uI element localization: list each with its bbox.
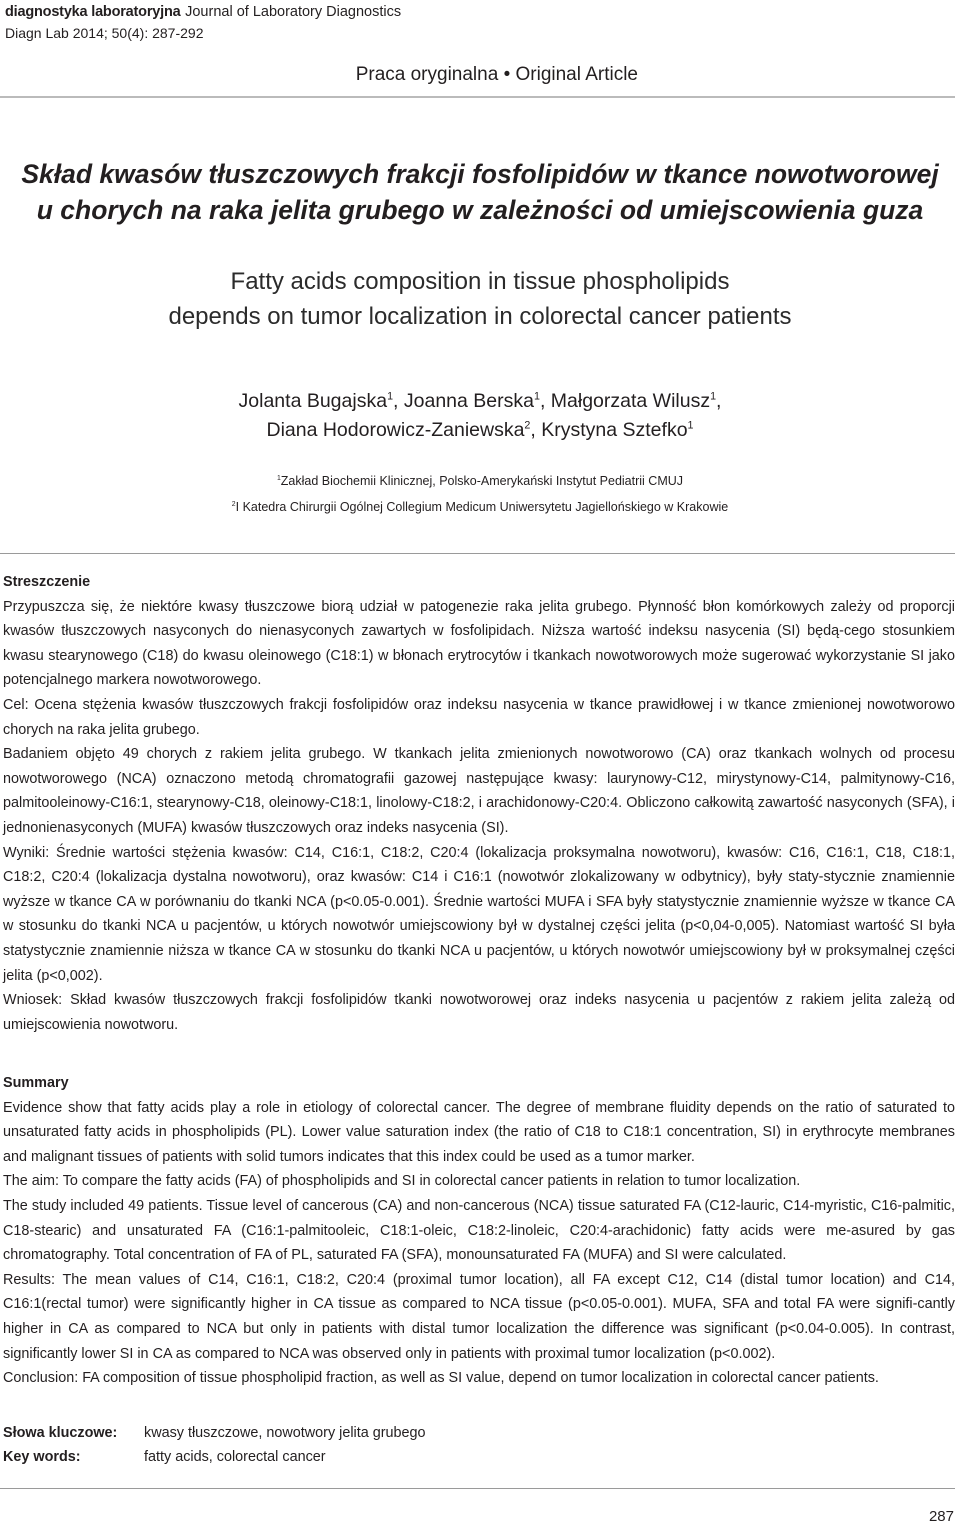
affiliations	[0, 468, 960, 520]
abstract-paragraph: Cel: Ocena stężenia kwasów tłuszczowych frakcji fosfolipidów oraz indeksu nasycenia w tkance prawidłowej i w tkance zmienionej nowotworowo chorych na raka jelita grubego.	[3, 696, 955, 738]
author-name: Krystyna Sztefko	[541, 419, 688, 441]
author-affiliation-mark: 1	[533, 390, 540, 403]
affiliation	[0, 494, 960, 520]
affiliation-text: Zakład Biochemii Klinicznej, Polsko-Amerykański Instytut Pediatrii CMUJ	[280, 474, 684, 488]
author-name: Joanna Berska	[403, 390, 534, 412]
title-polish	[0, 156, 960, 228]
keywords-english-value: fatty acids, colorectal cancer	[144, 1449, 326, 1465]
keywords-polish	[3, 1421, 426, 1445]
author-line-2: Diana Hodorowicz-Zaniewska$^2$, Krystyna Sztefko$^1$	[266, 419, 694, 441]
abstract-paragraph: Przypuszcza się, że niektóre kwasy tłuszczowe biorą udział w patogenezie raka jelita grubego. Płynność błon komórkowych zależy od proporcji kwasów tłuszczowych nasyconych do nienasyconych zawartych w fosfolipidach. Niższa wartość indeksu nasycenia (SI) będą-cego stosunkiem kwasu stearynowego (C18) do kwasu oleinowego (C18:1) w błonach erytrocytów i tkankach nowotworowych może sugerować wykorzystanie SI jako potencjalnego markera nowotworowego.	[3, 598, 955, 689]
title-polish-line-1: Skład kwasów tłuszczowych frakcji fosfolipidów w tkance nowotworowej	[21, 159, 939, 189]
author-name: Małgorzata Wilusz	[550, 390, 711, 412]
journal-title-line	[5, 2, 401, 23]
title-english-line-1: Fatty acids composition in tissue phospholipids	[230, 268, 730, 295]
author-name: Jolanta Bugajska	[238, 390, 388, 412]
affiliation-mark: 1	[276, 474, 281, 482]
journal-name: Journal of Laboratory Diagnostics	[185, 4, 402, 20]
abstract-paragraph: Results: The mean values of C14, C16:1, C18:2, C20:4 (proximal tumor location), all FA except C12, C14 (distal tumor location) and C14, C16:1(rectal tumor) were significantly higher in CA tissue as compared to NCA tissue (p<0.05-0.001). MUFA, SFA and total FA were signifi-cantly higher in CA as compared to NCA but only in patients with distal tumor localization the difference was significant (p<0.04-0.005). In contrast, significantly lower SI in CA as compared to NCA was observed only in patients with proximal tumor localization (p<0.002).	[3, 1271, 955, 1362]
author-line-1: Jolanta Bugajska$^1$, Joanna Berska$^1$, Małgorzata Wilusz$^1$,	[238, 390, 722, 412]
affiliation-text: I Katedra Chirurgii Ogólnej Collegium Medicum Uniwersytetu Jagiellońskiego w Krakowie	[235, 500, 729, 514]
article-type: Praca oryginalna • Original Article	[355, 64, 638, 85]
abstract-paragraph: Wniosek: Skład kwasów tłuszczowych frakcji fosfolipidów tkanki nowotworowej oraz indeks nasycenia u pacjentów z rakiem jelita zależą od umiejscowienia nowotworu.	[3, 992, 955, 1033]
abstract-paragraph: The aim: To compare the fatty acids (FA) of phospholipids and SI in colorectal cancer patients in relation to tumor localization.	[3, 1173, 801, 1190]
author-name: Diana Hodorowicz-Zaniewska	[266, 419, 525, 441]
header-divider	[0, 96, 955, 98]
page-number: 287	[928, 1508, 954, 1525]
affiliation-mark: 2	[231, 500, 236, 508]
abstract-divider	[0, 553, 955, 554]
abstract-english-heading: Summary	[3, 1075, 69, 1091]
author-affiliation-mark: 2	[524, 419, 531, 432]
journal-header	[5, 2, 401, 44]
keywords	[3, 1421, 426, 1469]
affiliation	[0, 468, 960, 494]
author-affiliation-mark: 1	[710, 390, 717, 403]
journal-brand: diagnostyka laboratoryjna	[5, 4, 181, 20]
abstract-paragraph: Conclusion: FA composition of tissue phospholipid fraction, as well as SI value, depend on tumor localization in colorectal cancer patients.	[3, 1370, 879, 1387]
keywords-polish-label: Słowa kluczowe:	[3, 1425, 118, 1441]
title-polish-line-2: u chorych na raka jelita grubego w zależności od umiejscowienia guza	[36, 195, 924, 225]
author-affiliation-mark: 1	[387, 390, 394, 403]
keywords-english-label: Key words:	[3, 1449, 81, 1465]
footer-divider	[0, 1488, 955, 1489]
abstract-paragraph: Wyniki: Średnie wartości stężenia kwasów: C14, C16:1, C18:2, C20:4 (lokalizacja proksymalna nowotworu), kwasów: C16, C16:1, C18, C18:1, C18:2, C20:4 (lokalizacja dystalna nowotworu), oraz kwasów: C14 i C16:1 (nowotwór zlokalizowany w odbytnicy), były staty-stycznie znamiennie wyższe w tkance CA w porównaniu do tkanki NCA (p<0.05-0.001). Średnie wartości MUFA i SFA były statystycznie znamiennie wyższe w tkance CA w stosunku do tkanki NCA u pacjentów, u których nowotwór umiejscowiony był w dystalnej części jelita (p<0,04-0,005). Natomiast wartość SI była statystycznie znamiennie niższa w tkance CA w stosunku do tkanki NCA u pacjentów, u których nowotwór umiejscowiony był w proksymalnej części jelita (p<0,002).	[3, 844, 955, 984]
abstract-paragraph: Badaniem objęto 49 chorych z rakiem jelita grubego. W tkankach jelita zmienionych nowotworowo (CA) oraz tkankach wolnych od procesu nowotworowego (NCA) oznaczono metodą chromatografii gazowej następujące kwasy: laurynowy-C12, mirystynowy-C14, palmitynowy-C16, palmitooleinowy-C16:1, stearynowy-C18, oleinowy-C18:1, linolowy-C18:2, i arachidonowy-C20:4. Obliczono całkowitą zawartość nasyconych (SFA), i jednonienasyconych (MUFA) kwasów tłuszczowych oraz indeks nasycenia (SI).	[3, 746, 955, 836]
abstract-polish	[3, 570, 955, 1037]
keywords-polish-value: kwasy tłuszczowe, nowotwory jelita grubego	[144, 1425, 426, 1441]
abstract-polish-heading: Streszczenie	[3, 574, 91, 590]
abstract-paragraph: The study included 49 patients. Tissue level of cancerous (CA) and non-cancerous (NCA) tissue saturated FA (C12-lauric, C14-myristic, C16-palmitic, C18-stearic) and unsaturated FA (C16:1-palmitooleic, C18:1-oleic, C18:2-linoleic, C20:4-arachidonic) fatty acids were me-asured by gas chromatography. Total concentration of FA of PL, saturated FA (SFA), monounsaturated FA (MUFA) and SI were calculated.	[3, 1197, 955, 1264]
keywords-english	[3, 1445, 426, 1469]
author-list	[0, 387, 960, 445]
abstract-english	[3, 1071, 955, 1391]
journal-citation: Diagn Lab 2014; 50(4): 287-292	[5, 25, 204, 41]
title-english-line-2: depends on tumor localization in colorectal cancer patients	[168, 303, 792, 330]
title-english	[0, 264, 960, 334]
author-affiliation-mark: 1	[687, 419, 694, 432]
abstract-paragraph: Evidence show that fatty acids play a role in etiology of colorectal cancer. The degree of membrane fluidity depends on the ratio of saturated to unsaturated fatty acids in phospholipids (PL). Lower value saturation index (the ratio of C18 to C18:1 concentration, SI) in erythrocyte membranes and malignant tissues of patients with solid tumors indicates that this index could be used as a tumor marker.	[3, 1099, 955, 1165]
